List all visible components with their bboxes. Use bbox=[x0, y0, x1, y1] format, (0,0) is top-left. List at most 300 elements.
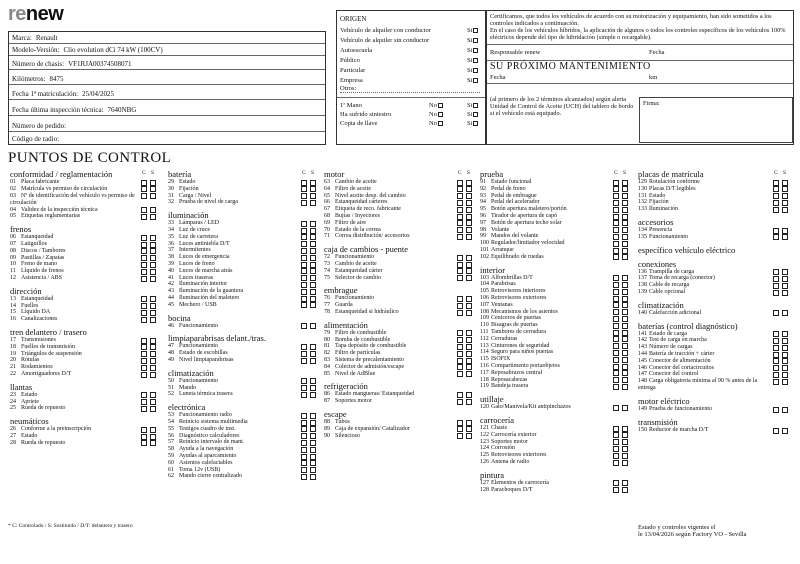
replaced-checkbox[interactable] bbox=[466, 200, 472, 206]
controlled-checkbox[interactable] bbox=[141, 242, 147, 248]
replaced-checkbox[interactable] bbox=[466, 227, 472, 233]
controlled-checkbox[interactable] bbox=[301, 248, 307, 254]
replaced-checkbox[interactable] bbox=[782, 331, 788, 337]
controlled-checkbox[interactable] bbox=[301, 378, 307, 384]
controlled-checkbox[interactable] bbox=[301, 275, 307, 281]
controlled-checkbox[interactable] bbox=[773, 407, 779, 413]
replaced-checkbox[interactable] bbox=[782, 180, 788, 186]
replaced-checkbox[interactable] bbox=[310, 447, 316, 453]
replaced-checkbox[interactable] bbox=[622, 357, 628, 363]
controlled-checkbox[interactable] bbox=[301, 200, 307, 206]
origen-si-checkbox[interactable]: Si bbox=[467, 27, 478, 34]
replaced-checkbox[interactable] bbox=[622, 214, 628, 220]
controlled-checkbox[interactable] bbox=[773, 283, 779, 289]
replaced-checkbox[interactable] bbox=[310, 323, 316, 329]
vehicle-field-6[interactable] bbox=[9, 120, 325, 132]
controlled-checkbox[interactable] bbox=[457, 344, 463, 350]
replaced-checkbox[interactable] bbox=[622, 487, 628, 493]
replaced-checkbox[interactable] bbox=[150, 365, 156, 371]
replaced-checkbox[interactable] bbox=[622, 460, 628, 466]
controlled-checkbox[interactable] bbox=[773, 379, 779, 385]
replaced-checkbox[interactable] bbox=[150, 440, 156, 446]
controlled-checkbox[interactable] bbox=[773, 310, 779, 316]
replaced-checkbox[interactable] bbox=[622, 234, 628, 240]
controlled-checkbox[interactable] bbox=[141, 310, 147, 316]
replaced-checkbox[interactable] bbox=[150, 242, 156, 248]
replaced-checkbox[interactable] bbox=[466, 268, 472, 274]
controlled-checkbox[interactable] bbox=[141, 262, 147, 268]
controlled-checkbox[interactable] bbox=[301, 454, 307, 460]
replaced-checkbox[interactable] bbox=[310, 426, 316, 432]
replaced-checkbox[interactable] bbox=[150, 180, 156, 186]
replaced-checkbox[interactable] bbox=[782, 228, 788, 234]
controlled-checkbox[interactable] bbox=[301, 413, 307, 419]
replaced-checkbox[interactable] bbox=[466, 351, 472, 357]
replaced-checkbox[interactable] bbox=[310, 282, 316, 288]
replaced-checkbox[interactable] bbox=[622, 200, 628, 206]
replaced-checkbox[interactable] bbox=[310, 200, 316, 206]
replaced-checkbox[interactable] bbox=[150, 235, 156, 241]
origen-si-checkbox[interactable]: Si bbox=[467, 37, 478, 44]
controlled-checkbox[interactable] bbox=[613, 460, 619, 466]
controlled-checkbox[interactable] bbox=[613, 439, 619, 445]
replaced-checkbox[interactable] bbox=[466, 433, 472, 439]
vehicle-field-5[interactable] bbox=[9, 104, 325, 116]
origen-otros[interactable]: Otros: bbox=[340, 85, 480, 93]
origen-si-checkbox[interactable]: Si bbox=[467, 67, 478, 74]
controlled-checkbox[interactable] bbox=[613, 193, 619, 199]
controlled-checkbox[interactable] bbox=[613, 487, 619, 493]
replaced-checkbox[interactable] bbox=[466, 399, 472, 405]
replaced-checkbox[interactable] bbox=[782, 407, 788, 413]
replaced-checkbox[interactable] bbox=[622, 377, 628, 383]
controlled-checkbox[interactable] bbox=[773, 228, 779, 234]
controlled-checkbox[interactable] bbox=[773, 358, 779, 364]
controlled-checkbox[interactable] bbox=[457, 426, 463, 432]
controlled-checkbox[interactable] bbox=[457, 234, 463, 240]
controlled-checkbox[interactable] bbox=[141, 186, 147, 192]
controlled-checkbox[interactable] bbox=[613, 186, 619, 192]
replaced-checkbox[interactable] bbox=[622, 180, 628, 186]
replaced-checkbox[interactable] bbox=[782, 365, 788, 371]
replaced-checkbox[interactable] bbox=[150, 351, 156, 357]
controlled-checkbox[interactable] bbox=[613, 370, 619, 376]
replaced-checkbox[interactable] bbox=[466, 275, 472, 281]
replaced-checkbox[interactable] bbox=[782, 193, 788, 199]
controlled-checkbox[interactable] bbox=[773, 276, 779, 282]
replaced-checkbox[interactable] bbox=[622, 275, 628, 281]
replaced-checkbox[interactable] bbox=[150, 303, 156, 309]
controlled-checkbox[interactable] bbox=[457, 351, 463, 357]
controlled-checkbox[interactable] bbox=[773, 207, 779, 213]
controlled-checkbox[interactable] bbox=[457, 207, 463, 213]
replaced-checkbox[interactable] bbox=[622, 370, 628, 376]
controlled-checkbox[interactable] bbox=[301, 392, 307, 398]
replaced-checkbox[interactable] bbox=[782, 372, 788, 378]
controlled-checkbox[interactable] bbox=[613, 282, 619, 288]
controlled-checkbox[interactable] bbox=[457, 330, 463, 336]
controlled-checkbox[interactable] bbox=[457, 268, 463, 274]
replaced-checkbox[interactable] bbox=[782, 186, 788, 192]
controlled-checkbox[interactable] bbox=[141, 440, 147, 446]
controlled-checkbox[interactable] bbox=[301, 234, 307, 240]
replaced-checkbox[interactable] bbox=[622, 480, 628, 486]
controlled-checkbox[interactable] bbox=[613, 405, 619, 411]
controlled-checkbox[interactable] bbox=[773, 193, 779, 199]
replaced-checkbox[interactable] bbox=[310, 433, 316, 439]
replaced-checkbox[interactable] bbox=[466, 207, 472, 213]
controlled-checkbox[interactable] bbox=[301, 268, 307, 274]
origen-si-checkbox[interactable]: Si bbox=[467, 77, 478, 84]
replaced-checkbox[interactable] bbox=[782, 200, 788, 206]
replaced-checkbox[interactable] bbox=[622, 405, 628, 411]
replaced-checkbox[interactable] bbox=[466, 358, 472, 364]
replaced-checkbox[interactable] bbox=[782, 345, 788, 351]
controlled-checkbox[interactable] bbox=[613, 227, 619, 233]
controlled-checkbox[interactable] bbox=[301, 467, 307, 473]
controlled-checkbox[interactable] bbox=[301, 447, 307, 453]
replaced-checkbox[interactable] bbox=[466, 296, 472, 302]
controlled-checkbox[interactable] bbox=[457, 227, 463, 233]
controlled-checkbox[interactable] bbox=[613, 302, 619, 308]
controlled-checkbox[interactable] bbox=[141, 351, 147, 357]
controlled-checkbox[interactable] bbox=[141, 235, 147, 241]
replaced-checkbox[interactable] bbox=[782, 290, 788, 296]
replaced-checkbox[interactable] bbox=[782, 358, 788, 364]
controlled-checkbox[interactable] bbox=[613, 207, 619, 213]
replaced-checkbox[interactable] bbox=[782, 234, 788, 240]
replaced-checkbox[interactable] bbox=[622, 186, 628, 192]
replaced-checkbox[interactable] bbox=[466, 180, 472, 186]
controlled-checkbox[interactable] bbox=[613, 309, 619, 315]
replaced-checkbox[interactable] bbox=[310, 289, 316, 295]
controlled-checkbox[interactable] bbox=[773, 234, 779, 240]
replaced-checkbox[interactable] bbox=[150, 427, 156, 433]
replaced-checkbox[interactable] bbox=[310, 351, 316, 357]
vehicle-field-1[interactable] bbox=[9, 44, 325, 56]
controlled-checkbox[interactable] bbox=[613, 200, 619, 206]
controlled-checkbox[interactable] bbox=[301, 433, 307, 439]
controlled-checkbox[interactable] bbox=[301, 193, 307, 199]
replaced-checkbox[interactable] bbox=[782, 276, 788, 282]
controlled-checkbox[interactable] bbox=[613, 214, 619, 220]
replaced-checkbox[interactable] bbox=[150, 276, 156, 282]
controlled-checkbox[interactable] bbox=[457, 420, 463, 426]
replaced-checkbox[interactable] bbox=[310, 241, 316, 247]
controlled-checkbox[interactable] bbox=[613, 289, 619, 295]
controlled-checkbox[interactable] bbox=[141, 269, 147, 275]
replaced-checkbox[interactable] bbox=[622, 241, 628, 247]
replaced-checkbox[interactable] bbox=[622, 282, 628, 288]
controlled-checkbox[interactable] bbox=[457, 255, 463, 261]
replaced-checkbox[interactable] bbox=[310, 255, 316, 261]
controlled-checkbox[interactable] bbox=[141, 193, 147, 199]
replaced-checkbox[interactable] bbox=[150, 434, 156, 440]
controlled-checkbox[interactable] bbox=[773, 290, 779, 296]
replaced-checkbox[interactable] bbox=[622, 316, 628, 322]
controlled-checkbox[interactable] bbox=[141, 207, 147, 213]
controlled-checkbox[interactable] bbox=[141, 338, 147, 344]
controlled-checkbox[interactable] bbox=[613, 254, 619, 260]
replaced-checkbox[interactable] bbox=[622, 336, 628, 342]
controlled-checkbox[interactable] bbox=[457, 310, 463, 316]
replaced-checkbox[interactable] bbox=[150, 338, 156, 344]
replaced-checkbox[interactable] bbox=[466, 426, 472, 432]
vehicle-field-2[interactable] bbox=[9, 58, 325, 70]
replaced-checkbox[interactable] bbox=[466, 214, 472, 220]
controlled-checkbox[interactable] bbox=[301, 296, 307, 302]
controlled-checkbox[interactable] bbox=[613, 364, 619, 370]
replaced-checkbox[interactable] bbox=[622, 309, 628, 315]
controlled-checkbox[interactable] bbox=[141, 358, 147, 364]
controlled-checkbox[interactable] bbox=[141, 392, 147, 398]
replaced-checkbox[interactable] bbox=[310, 385, 316, 391]
replaced-checkbox[interactable] bbox=[622, 453, 628, 459]
replaced-checkbox[interactable] bbox=[150, 186, 156, 192]
controlled-checkbox[interactable] bbox=[773, 428, 779, 434]
replaced-checkbox[interactable] bbox=[466, 303, 472, 309]
controlled-checkbox[interactable] bbox=[141, 214, 147, 220]
replaced-checkbox[interactable] bbox=[310, 302, 316, 308]
replaced-checkbox[interactable] bbox=[622, 384, 628, 390]
controlled-checkbox[interactable] bbox=[457, 296, 463, 302]
replaced-checkbox[interactable] bbox=[310, 358, 316, 364]
origen-no-checkbox[interactable]: No bbox=[429, 111, 443, 118]
controlled-checkbox[interactable] bbox=[141, 276, 147, 282]
replaced-checkbox[interactable] bbox=[466, 186, 472, 192]
replaced-checkbox[interactable] bbox=[150, 248, 156, 254]
replaced-checkbox[interactable] bbox=[310, 454, 316, 460]
replaced-checkbox[interactable] bbox=[310, 221, 316, 227]
controlled-checkbox[interactable] bbox=[301, 255, 307, 261]
replaced-checkbox[interactable] bbox=[466, 420, 472, 426]
controlled-checkbox[interactable] bbox=[613, 330, 619, 336]
controlled-checkbox[interactable] bbox=[613, 275, 619, 281]
replaced-checkbox[interactable] bbox=[782, 283, 788, 289]
controlled-checkbox[interactable] bbox=[141, 372, 147, 378]
replaced-checkbox[interactable] bbox=[310, 413, 316, 419]
replaced-checkbox[interactable] bbox=[622, 227, 628, 233]
controlled-checkbox[interactable] bbox=[141, 406, 147, 412]
replaced-checkbox[interactable] bbox=[622, 426, 628, 432]
controlled-checkbox[interactable] bbox=[141, 399, 147, 405]
replaced-checkbox[interactable] bbox=[466, 337, 472, 343]
controlled-checkbox[interactable] bbox=[457, 358, 463, 364]
replaced-checkbox[interactable] bbox=[150, 269, 156, 275]
replaced-checkbox[interactable] bbox=[310, 344, 316, 350]
controlled-checkbox[interactable] bbox=[457, 193, 463, 199]
controlled-checkbox[interactable] bbox=[141, 255, 147, 261]
controlled-checkbox[interactable] bbox=[613, 241, 619, 247]
origen-si-checkbox[interactable]: Si bbox=[467, 57, 478, 64]
controlled-checkbox[interactable] bbox=[613, 377, 619, 383]
replaced-checkbox[interactable] bbox=[466, 193, 472, 199]
controlled-checkbox[interactable] bbox=[141, 248, 147, 254]
controlled-checkbox[interactable] bbox=[457, 364, 463, 370]
replaced-checkbox[interactable] bbox=[310, 262, 316, 268]
controlled-checkbox[interactable] bbox=[301, 358, 307, 364]
replaced-checkbox[interactable] bbox=[466, 255, 472, 261]
controlled-checkbox[interactable] bbox=[301, 180, 307, 186]
controlled-checkbox[interactable] bbox=[301, 474, 307, 480]
replaced-checkbox[interactable] bbox=[310, 228, 316, 234]
replaced-checkbox[interactable] bbox=[466, 234, 472, 240]
vehicle-field-3[interactable] bbox=[9, 73, 325, 85]
controlled-checkbox[interactable] bbox=[613, 248, 619, 254]
replaced-checkbox[interactable] bbox=[150, 399, 156, 405]
controlled-checkbox[interactable] bbox=[141, 365, 147, 371]
replaced-checkbox[interactable] bbox=[466, 262, 472, 268]
controlled-checkbox[interactable] bbox=[613, 432, 619, 438]
controlled-checkbox[interactable] bbox=[457, 214, 463, 220]
replaced-checkbox[interactable] bbox=[622, 446, 628, 452]
controlled-checkbox[interactable] bbox=[773, 269, 779, 275]
controlled-checkbox[interactable] bbox=[613, 234, 619, 240]
replaced-checkbox[interactable] bbox=[622, 364, 628, 370]
replaced-checkbox[interactable] bbox=[622, 220, 628, 226]
replaced-checkbox[interactable] bbox=[466, 392, 472, 398]
controlled-checkbox[interactable] bbox=[301, 228, 307, 234]
replaced-checkbox[interactable] bbox=[310, 460, 316, 466]
controlled-checkbox[interactable] bbox=[301, 385, 307, 391]
vehicle-field-4[interactable] bbox=[9, 88, 325, 100]
replaced-checkbox[interactable] bbox=[310, 275, 316, 281]
controlled-checkbox[interactable] bbox=[613, 350, 619, 356]
controlled-checkbox[interactable] bbox=[301, 289, 307, 295]
controlled-checkbox[interactable] bbox=[301, 262, 307, 268]
replaced-checkbox[interactable] bbox=[622, 302, 628, 308]
replaced-checkbox[interactable] bbox=[150, 358, 156, 364]
replaced-checkbox[interactable] bbox=[150, 406, 156, 412]
origen-si-checkbox[interactable]: Si bbox=[467, 120, 478, 127]
replaced-checkbox[interactable] bbox=[782, 379, 788, 385]
replaced-checkbox[interactable] bbox=[782, 207, 788, 213]
controlled-checkbox[interactable] bbox=[301, 460, 307, 466]
replaced-checkbox[interactable] bbox=[622, 330, 628, 336]
controlled-checkbox[interactable] bbox=[141, 317, 147, 323]
controlled-checkbox[interactable] bbox=[141, 344, 147, 350]
replaced-checkbox[interactable] bbox=[150, 214, 156, 220]
replaced-checkbox[interactable] bbox=[622, 248, 628, 254]
replaced-checkbox[interactable] bbox=[466, 310, 472, 316]
origen-si-checkbox[interactable]: Si bbox=[467, 111, 478, 118]
replaced-checkbox[interactable] bbox=[622, 439, 628, 445]
replaced-checkbox[interactable] bbox=[622, 207, 628, 213]
replaced-checkbox[interactable] bbox=[150, 310, 156, 316]
replaced-checkbox[interactable] bbox=[150, 344, 156, 350]
controlled-checkbox[interactable] bbox=[773, 186, 779, 192]
replaced-checkbox[interactable] bbox=[310, 467, 316, 473]
replaced-checkbox[interactable] bbox=[150, 317, 156, 323]
replaced-checkbox[interactable] bbox=[466, 220, 472, 226]
controlled-checkbox[interactable] bbox=[457, 262, 463, 268]
replaced-checkbox[interactable] bbox=[310, 180, 316, 186]
replaced-checkbox[interactable] bbox=[466, 344, 472, 350]
controlled-checkbox[interactable] bbox=[773, 200, 779, 206]
controlled-checkbox[interactable] bbox=[613, 343, 619, 349]
controlled-checkbox[interactable] bbox=[457, 303, 463, 309]
replaced-checkbox[interactable] bbox=[310, 440, 316, 446]
replaced-checkbox[interactable] bbox=[310, 474, 316, 480]
controlled-checkbox[interactable] bbox=[773, 365, 779, 371]
controlled-checkbox[interactable] bbox=[457, 399, 463, 405]
controlled-checkbox[interactable] bbox=[301, 282, 307, 288]
controlled-checkbox[interactable] bbox=[457, 392, 463, 398]
controlled-checkbox[interactable] bbox=[457, 371, 463, 377]
origen-si-checkbox[interactable]: Si bbox=[467, 47, 478, 54]
controlled-checkbox[interactable] bbox=[613, 180, 619, 186]
replaced-checkbox[interactable] bbox=[782, 269, 788, 275]
controlled-checkbox[interactable] bbox=[141, 303, 147, 309]
controlled-checkbox[interactable] bbox=[613, 426, 619, 432]
controlled-checkbox[interactable] bbox=[457, 220, 463, 226]
controlled-checkbox[interactable] bbox=[773, 345, 779, 351]
replaced-checkbox[interactable] bbox=[310, 268, 316, 274]
replaced-checkbox[interactable] bbox=[310, 296, 316, 302]
replaced-checkbox[interactable] bbox=[310, 186, 316, 192]
replaced-checkbox[interactable] bbox=[782, 338, 788, 344]
controlled-checkbox[interactable] bbox=[457, 180, 463, 186]
controlled-checkbox[interactable] bbox=[301, 221, 307, 227]
replaced-checkbox[interactable] bbox=[622, 350, 628, 356]
origen-no-checkbox[interactable]: No bbox=[429, 102, 443, 109]
replaced-checkbox[interactable] bbox=[310, 378, 316, 384]
controlled-checkbox[interactable] bbox=[773, 331, 779, 337]
controlled-checkbox[interactable] bbox=[141, 296, 147, 302]
controlled-checkbox[interactable] bbox=[141, 434, 147, 440]
controlled-checkbox[interactable] bbox=[457, 275, 463, 281]
controlled-checkbox[interactable] bbox=[301, 323, 307, 329]
replaced-checkbox[interactable] bbox=[622, 343, 628, 349]
replaced-checkbox[interactable] bbox=[150, 392, 156, 398]
controlled-checkbox[interactable] bbox=[301, 426, 307, 432]
replaced-checkbox[interactable] bbox=[622, 193, 628, 199]
replaced-checkbox[interactable] bbox=[782, 310, 788, 316]
replaced-checkbox[interactable] bbox=[622, 432, 628, 438]
controlled-checkbox[interactable] bbox=[301, 302, 307, 308]
replaced-checkbox[interactable] bbox=[466, 364, 472, 370]
controlled-checkbox[interactable] bbox=[613, 323, 619, 329]
controlled-checkbox[interactable] bbox=[457, 337, 463, 343]
replaced-checkbox[interactable] bbox=[622, 296, 628, 302]
replaced-checkbox[interactable] bbox=[622, 289, 628, 295]
controlled-checkbox[interactable] bbox=[301, 241, 307, 247]
firma-box[interactable] bbox=[639, 97, 793, 143]
controlled-checkbox[interactable] bbox=[773, 352, 779, 358]
controlled-checkbox[interactable] bbox=[613, 480, 619, 486]
replaced-checkbox[interactable] bbox=[150, 255, 156, 261]
replaced-checkbox[interactable] bbox=[310, 420, 316, 426]
replaced-checkbox[interactable] bbox=[310, 193, 316, 199]
controlled-checkbox[interactable] bbox=[613, 316, 619, 322]
replaced-checkbox[interactable] bbox=[310, 248, 316, 254]
replaced-checkbox[interactable] bbox=[150, 372, 156, 378]
controlled-checkbox[interactable] bbox=[301, 351, 307, 357]
replaced-checkbox[interactable] bbox=[150, 207, 156, 213]
controlled-checkbox[interactable] bbox=[613, 220, 619, 226]
controlled-checkbox[interactable] bbox=[773, 180, 779, 186]
controlled-checkbox[interactable] bbox=[457, 186, 463, 192]
controlled-checkbox[interactable] bbox=[301, 344, 307, 350]
replaced-checkbox[interactable] bbox=[466, 371, 472, 377]
controlled-checkbox[interactable] bbox=[301, 420, 307, 426]
controlled-checkbox[interactable] bbox=[141, 427, 147, 433]
replaced-checkbox[interactable] bbox=[310, 392, 316, 398]
controlled-checkbox[interactable] bbox=[613, 453, 619, 459]
controlled-checkbox[interactable] bbox=[457, 200, 463, 206]
controlled-checkbox[interactable] bbox=[613, 296, 619, 302]
vehicle-field-0[interactable] bbox=[9, 32, 325, 44]
